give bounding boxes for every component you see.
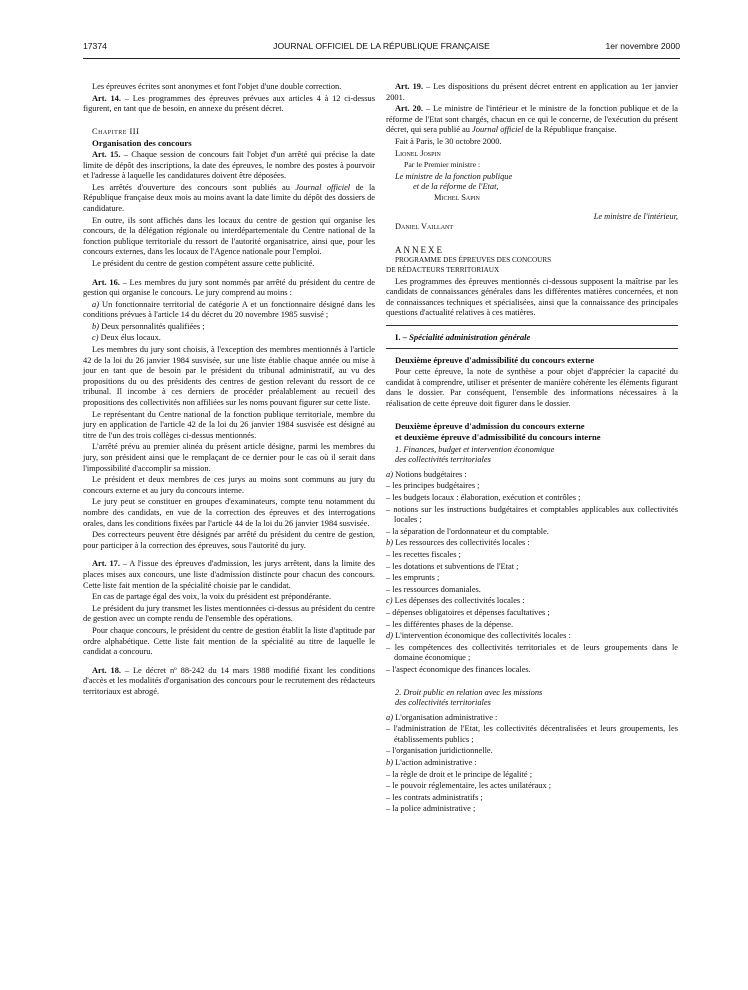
list-heading bbox=[386, 470, 678, 481]
section-rule bbox=[386, 348, 678, 349]
paragraph: En cas de partage égal des voix, la voix du président est prépondérante. bbox=[92, 592, 332, 602]
list-heading bbox=[386, 596, 678, 607]
paragraph: L'arrêté prévu au premier alinéa du présent article désigne, parmi les membres du jury, son président ainsi que le remplaçant de ce dernier pour le cas où il serait dans l'impossibilité d'accomplir sa mission. bbox=[83, 442, 375, 473]
paragraph: Pour cette épreuve, la note de synthèse a pour objet d'apprécier la capacité du candidat à comprendre, utiliser et présenter de manière cohérente les éléments figurant dans le dossier. Par conséquent, l'ensemble des informations nécessaires à la réalisation de cette épreuve doit figurer dans le dossier. bbox=[386, 367, 678, 408]
paragraph: Les membres du jury sont choisis, à l'exception des membres mentionnés à l'article 42 de la loi du 26 janvier 1984 susvisée, sur une liste établie chaque année ou mise à jour en tant que de besoin par le président du tribunal administratif, au vu des propositions du ou des présidents des centres de gestion relevant du ressort de ce tribunal. Il incombe à ces derniers de procéder préalablement au recueil des propositions des collectivités non affiliées sur les noms pouvant figurer sur cette liste. bbox=[83, 345, 375, 408]
article-label: Art. 14. bbox=[92, 93, 121, 103]
article-label: Art. 18. bbox=[92, 665, 121, 675]
paragraph: Le représentant du Centre national de la fonction publique territoriale, membre du jury en application de l'article 42 de la loi du 26 janvier 1984 susvisée est désigné au titre de l'un des trois collèges ci-dessus mentionnés. bbox=[83, 409, 375, 440]
article-text: – Le décret nº 88-242 du 14 mars 1988 modifié fixant les conditions d'accès et les modalités d'organisation des concours pour le recrutement des rédacteurs territoriaux est abrogé. bbox=[83, 665, 375, 696]
list-item bbox=[83, 300, 375, 321]
list-item: – la police administrative ; bbox=[386, 804, 476, 814]
item-letter: a) bbox=[92, 299, 99, 309]
article-text: – Chaque session de concours fait l'objet d'un arrêté qui précise la date limite de dépôt des inscriptions, la date des épreuves, le nombre des postes à pourvoir et l'adresse à laquelle les candidatures doivent être déposées. bbox=[83, 149, 375, 181]
item-letter: b) bbox=[386, 538, 393, 548]
by-prime-minister: Par le Premier ministre : bbox=[404, 160, 481, 170]
article-label: Art. 17. bbox=[92, 559, 120, 569]
item-letter: c) bbox=[92, 333, 99, 343]
signature-date: Fait à Paris, le 30 octobre 2000. bbox=[395, 136, 502, 146]
page-number: 17374 bbox=[83, 41, 107, 51]
list-item: – les recettes fiscales ; bbox=[386, 549, 461, 559]
article-15 bbox=[83, 150, 375, 182]
list-heading bbox=[386, 538, 678, 549]
text-run: Les arrêtés d'ouverture des concours sont publiés au bbox=[92, 182, 296, 192]
section-title: Spécialité administration générale bbox=[409, 331, 531, 342]
list-item: – l'aspect économique des finances locales. bbox=[386, 664, 531, 674]
article-label: Art. 15. bbox=[92, 149, 121, 159]
exam-heading: et deuxième épreuve d'admissibilité du concours interne bbox=[395, 432, 601, 443]
item-letter: a) bbox=[386, 469, 393, 479]
issue-date: 1er novembre 2000 bbox=[605, 41, 680, 51]
item-text: Les ressources des collectivités locales : bbox=[392, 538, 530, 548]
subsection-title: 2. Droit public en relation avec les missions bbox=[395, 687, 543, 697]
list-item: – les ressources domaniales. bbox=[386, 584, 481, 594]
subsection-title: des collectivités territoriales bbox=[395, 455, 491, 465]
item-text: L'intervention économique des collectivités locales : bbox=[392, 631, 571, 641]
list-item: – dépenses obligatoires et dépenses facultatives ; bbox=[386, 607, 550, 617]
item-text: L'action administrative : bbox=[392, 758, 477, 768]
list-heading bbox=[386, 631, 678, 642]
list-item: – notions sur les instructions budgétaires et comptables applicables aux collectivités locales ; bbox=[386, 504, 678, 525]
chapter-label: Chapitre III bbox=[92, 126, 140, 136]
list-item: – les budgets locaux : élaboration, exécution et contrôles ; bbox=[386, 493, 581, 502]
journal-title: JOURNAL OFFICIEL DE LA RÉPUBLIQUE FRANÇAISE bbox=[273, 41, 490, 51]
paragraph: Des correcteurs peuvent être désignés par arrêté du président du centre de gestion, pour participer à la correction des épreuves, sous l'autorité du jury. bbox=[83, 530, 375, 550]
exam-heading: Deuxième épreuve d'admissibilité du concours externe bbox=[395, 355, 595, 366]
annexe-title: ANNEXE bbox=[395, 244, 444, 255]
chapter-title: Organisation des concours bbox=[92, 138, 192, 149]
paragraph: Le président du jury transmet les listes mentionnées ci-dessus au président du centre de gestion avec un compte rendu de l'ensemble des opérations. bbox=[83, 603, 375, 624]
section-number: I. – bbox=[395, 331, 410, 342]
article-label: Art. 19. bbox=[395, 82, 424, 91]
minister-fp-name: Michel Sapin bbox=[434, 192, 480, 202]
paragraph bbox=[83, 183, 375, 215]
minister-interior: Le ministre de l'intérieur, bbox=[593, 211, 678, 221]
article-text: de la République française. bbox=[523, 125, 617, 135]
item-text: L'organisation administrative : bbox=[392, 712, 498, 722]
article-label: Art. 20. bbox=[395, 104, 424, 114]
right-column bbox=[386, 82, 678, 816]
subtitle-line: DE RÉDACTEURS TERRITORIAUX bbox=[386, 265, 500, 274]
list-item bbox=[83, 333, 375, 344]
paragraph: En outre, ils sont affichés dans les locaux du centre de gestion qui organise les concours, de la délégation régionale ou interdépartementale du Centre national de la fonction publique territoriale du ressort de l'autorité organisatrice, ainsi que, pour les concours externes, dans les locaux de l'Agence nationale pour l'emploi. bbox=[83, 215, 375, 257]
list-item: – les dotations et subventions de l'Etat ; bbox=[386, 561, 519, 571]
list-item: – les emprunts ; bbox=[386, 573, 440, 583]
subtitle-line: PROGRAMME DES ÉPREUVES DES CONCOURS bbox=[395, 256, 552, 265]
article-text: – Les programmes des épreuves prévues aux articles 4 à 12 ci-dessus figurent, en tant que de besoin, en annexe du présent décret. bbox=[83, 93, 375, 114]
list-item: – les contrats administratifs ; bbox=[386, 792, 483, 802]
exam-heading: Deuxième épreuve d'admission du concours externe bbox=[395, 421, 585, 432]
item-letter: c) bbox=[386, 596, 393, 606]
list-item: – le pouvoir réglementaire, les actes unilatéraux ; bbox=[386, 781, 552, 791]
article-17 bbox=[83, 559, 375, 591]
list-item: – l'organisation juridictionnelle. bbox=[386, 746, 493, 756]
list-item: – les principes budgétaires ; bbox=[386, 481, 480, 491]
paragraph: Le président et deux membres de ces jurys au moins sont communs au jury du concours externe et au jury du concours interne. bbox=[83, 475, 375, 495]
article-20 bbox=[386, 104, 678, 136]
minister-fp-line1: Le ministre de la fonction publique bbox=[395, 171, 513, 181]
text-run: de la République française deux mois au moins avant la date limite du dépôt des dossiers de candidature. bbox=[83, 182, 375, 213]
list-heading bbox=[386, 713, 678, 724]
article-label: Art. 16. bbox=[92, 277, 120, 287]
item-letter: b) bbox=[386, 758, 393, 768]
annexe-subtitle bbox=[386, 256, 678, 275]
journal-reference: Journal officiel bbox=[472, 125, 524, 135]
article-text: – Les membres du jury sont nommés par arrêté du président du centre de gestion qui organise le concours. Le jury comprend au moins : bbox=[83, 277, 375, 298]
section-heading bbox=[386, 332, 678, 343]
subsection-title: des collectivités territoriales bbox=[395, 698, 491, 708]
header-rule bbox=[83, 58, 680, 59]
list-item bbox=[83, 322, 375, 333]
item-text: Un fonctionnaire territorial de catégorie A et un fonctionnaire désigné dans les conditions prévues à l'article 14 du décret du 20 novembre 1985 susvisé ; bbox=[83, 299, 375, 320]
item-text: Deux élus locaux. bbox=[98, 333, 161, 343]
list-item: – les différentes phases de la dépense. bbox=[386, 619, 514, 629]
article-14 bbox=[83, 94, 375, 115]
journal-reference: Journal officiel bbox=[295, 182, 351, 192]
list-item: – les compétences des collectivités territoriales et de leurs groupements dans le domaine économique ; bbox=[386, 642, 678, 663]
page-header bbox=[83, 41, 680, 55]
annexe-intro: Les programmes des épreuves mentionnés ci-dessous supposent la maîtrise par les candidats de connaissances générales dans les différentes matières concernées, et non de connaissances techniques et spécialisées, ainsi que la connaissance des principales questions d'actualité relatives à ces matières. bbox=[386, 276, 678, 318]
section-rule bbox=[386, 325, 678, 326]
article-16 bbox=[83, 278, 375, 299]
paragraph: Les épreuves écrites sont anonymes et font l'objet d'une double correction. bbox=[92, 82, 342, 91]
paragraph: Pour chaque concours, le président du centre de gestion établit la liste d'aptitude par ordre alphabétique. Cette liste fait mention de la spécialité au titre de laquelle le candidat a concouru. bbox=[83, 625, 375, 657]
paragraph: Le président du centre de gestion compétent assure cette publicité. bbox=[92, 258, 315, 268]
article-text: – Les dispositions du présent décret entrent en application au 1er janvier 2001. bbox=[386, 82, 678, 102]
item-text: Notions budgétaires : bbox=[392, 469, 467, 479]
minister-fp-line2: et de la réforme de l'Etat, bbox=[413, 182, 499, 192]
item-letter: b) bbox=[92, 321, 99, 331]
list-heading bbox=[386, 758, 678, 769]
item-letter: d) bbox=[386, 631, 393, 641]
item-text: Les dépenses des collectivités locales : bbox=[392, 596, 525, 606]
article-text: – Le ministre de l'intérieur et le ministre de la fonction publique et de la réforme de l'Etat sont chargés, chacun en ce qui le concerne, de l'exécution du présent décret, qui sera publié au bbox=[386, 104, 678, 135]
article-19 bbox=[386, 82, 678, 103]
left-column bbox=[83, 82, 375, 698]
list-item: – la règle de droit et le principe de légalité ; bbox=[386, 769, 533, 779]
item-letter: a) bbox=[386, 712, 393, 722]
article-text: – A l'issue des épreuves d'admission, les jurys arrêtent, dans la limite des places mises aux concours, une liste d'admission distincte pour chacun des concours. Cette liste fait mention de la spécialité choisie par le candidat. bbox=[83, 559, 375, 590]
list-item: – l'administration de l'Etat, les collectivités décentralisées et leurs groupements, les établissements publics ; bbox=[386, 724, 678, 744]
subsection-title: 1. Finances, budget et intervention économique bbox=[395, 444, 555, 454]
paragraph: Le jury peut se constituer en groupes d'examinateurs, compte tenu notamment du nombre des candidats, en vue de la correction des épreuves et des interrogations orales, dans les conditions fixées par l'article 44 de la loi du 26 janvier 1984 susvisée. bbox=[83, 497, 375, 528]
signatory-prime-minister: Lionel Jospin bbox=[395, 148, 441, 158]
minister-interior-name: Daniel Vaillant bbox=[395, 222, 454, 232]
list-item: – la séparation de l'ordonnateur et du comptable. bbox=[386, 526, 549, 536]
article-18 bbox=[83, 666, 375, 698]
item-text: Deux personnalités qualifiées ; bbox=[98, 321, 205, 331]
